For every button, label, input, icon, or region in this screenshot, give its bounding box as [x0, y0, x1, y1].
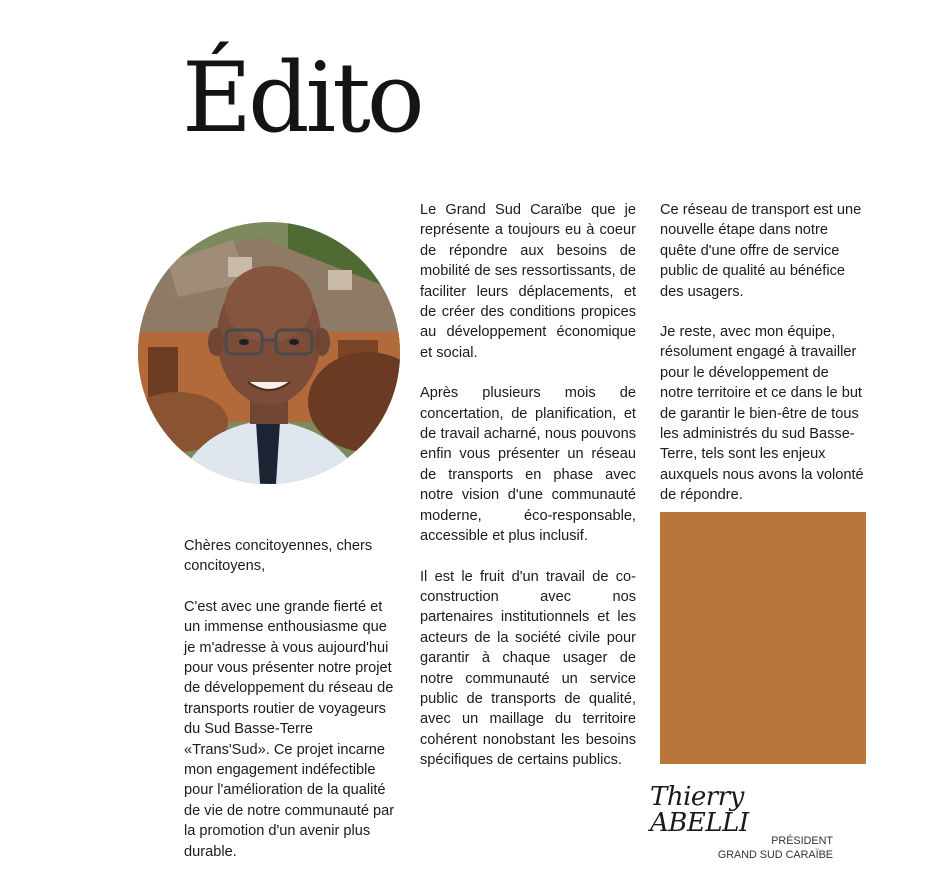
- paragraph: Ce réseau de transport est une nouvelle étape dans notre quête d'une offre de service public de qualité au bénéfice des usagers.: [660, 202, 862, 300]
- signature-name: Thierry ABELLI: [650, 782, 749, 838]
- paragraph: C'est avec une grande fierté et un immense enthousiasme que je m'adresse à vous aujourd'hui pour vous présenter notre projet de développement du réseau de transports routier de voyageurs du Sud Basse-Terre «Trans'Sud». Ce projet incarne mon engagement indéfectible pour l'amélioration de la qualité de vie de notre communauté par la promotion d'un avenir plus durable.: [184, 598, 395, 860]
- accent-color-block: [660, 512, 866, 764]
- text-column-3: [660, 200, 866, 526]
- page-title: Édito: [182, 42, 421, 154]
- paragraph: Il est le fruit d'un travail de co-construction avec nos partenaires institutionnels et les acteurs de la société civile pour garantir à chaque usager de notre communauté un service public de transports de qualité, avec un maillage du territoire cohérent nonobstant les besoins spécifiques de certains publics.: [420, 568, 636, 769]
- signature-organization: GRAND SUD CARAÏBE: [717, 849, 833, 861]
- greeting-paragraph: Chères concitoyennes, chers concitoyens,: [184, 538, 373, 575]
- text-column-1: [184, 536, 402, 882]
- signature-title: [640, 834, 833, 862]
- paragraph: Après plusieurs mois de concertation, de planification, et de travail acharné, nous pouvons enfin vous présenter un réseau de transports en phase avec notre vision d'une communauté moderne, éco-responsable, accessible et plus inclusif.: [420, 385, 636, 545]
- paragraph: Le Grand Sud Caraïbe que je représente a toujours eu à coeur de répondre aux besoins de mobilité de ses ressortissants, de faciliter leurs déplacements, et de créer des conditions propices au développement économique et social.: [420, 202, 636, 361]
- text-column-2: [420, 200, 636, 791]
- president-portrait: [138, 222, 400, 484]
- paragraph: Je reste, avec mon équipe, résolument engagé à travailler pour le développement de notre territoire et ce dans le but de garantir le bien-être de tous les administrés du sud Basse-Terre, tels sont les enjeux auxquels nous avons la volonté de répondre.: [660, 324, 864, 504]
- signature-role: PRÉSIDENT: [771, 835, 833, 847]
